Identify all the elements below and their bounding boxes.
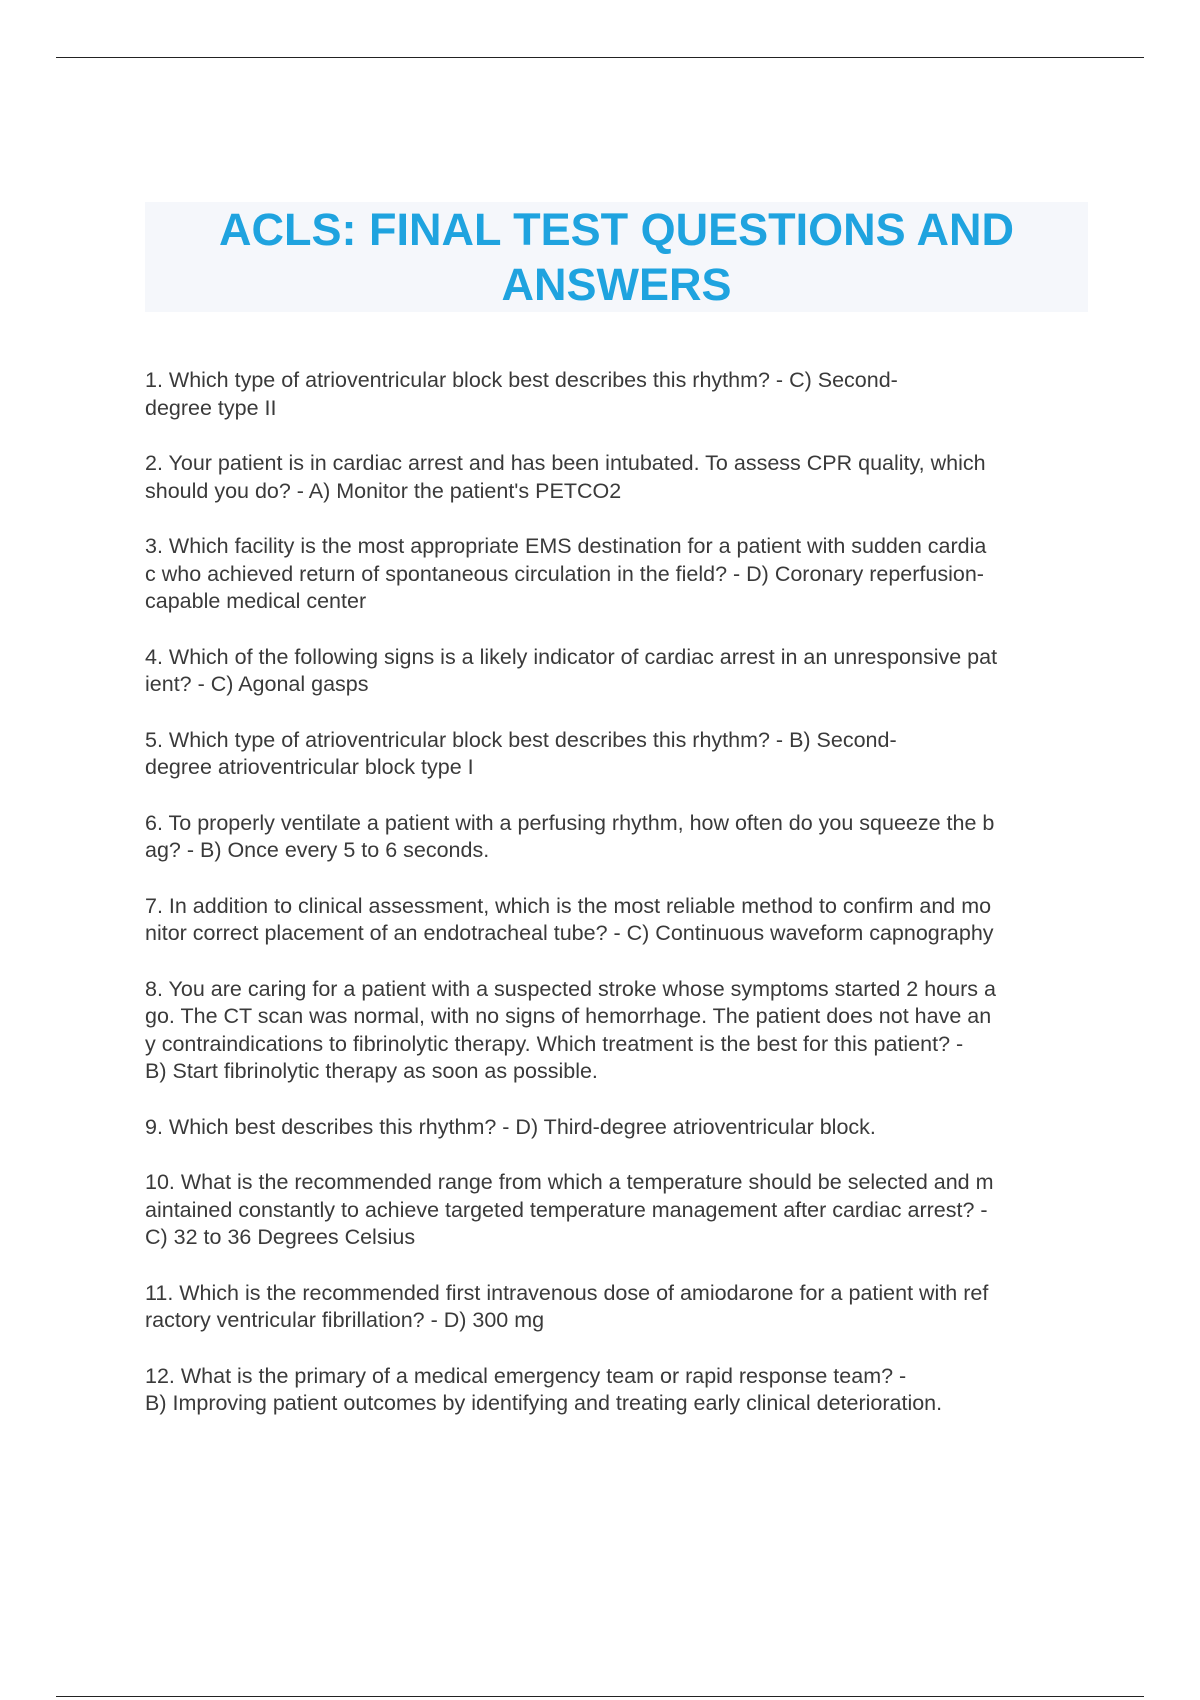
qa-item-3: 3. Which facility is the most appropriate EMS destination for a patient with sudden cardia c who achieved return of spontaneous circulation in the field? - D) Coronary reperfusion- capable medical center	[145, 534, 987, 613]
qa-item-9: 9. Which best describes this rhythm? - D) Third-degree atrioventricular block.	[145, 1114, 876, 1139]
top-rule	[56, 57, 1144, 58]
bottom-rule	[56, 1696, 1144, 1697]
page-title: ACLS: FINAL TEST QUESTIONS AND ANSWERS	[218, 204, 1014, 310]
qa-item-2: 2. Your patient is in cardiac arrest and has been intubated. To assess CPR quality, which should you do? - A) Monitor the patient's PETCO2	[145, 451, 986, 503]
qa-item-11: 11. Which is the recommended first intravenous dose of amiodarone for a patient with ref ractory ventricular fibrillation? - D) 300 mg	[145, 1280, 989, 1332]
qa-item-10: 10. What is the recommended range from which a temperature should be selected and m aintained constantly to achieve targeted temperature management after cardiac arrest? - C) 32 to 36 Degrees Celsius	[145, 1170, 994, 1249]
qa-item-5: 5. Which type of atrioventricular block best describes this rhythm? - B) Second- degree atrioventricular block type I	[145, 727, 897, 779]
qa-item-4: 4. Which of the following signs is a likely indicator of cardiac arrest in an unresponsive pat ient? - C) Agonal gasps	[145, 644, 998, 696]
qa-item-8: 8. You are caring for a patient with a suspected stroke whose symptoms started 2 hours a go. The CT scan was normal, with no signs of hemorrhage. The patient does not have an y contraindications to fibrinolytic therapy. Which treatment is the best for this patient? - B) Start fibrinolytic therapy as soon as possible.	[145, 976, 996, 1083]
qa-item-12: 12. What is the primary of a medical emergency team or rapid response team? - B) Improving patient outcomes by identifying and treating early clinical deterioration.	[145, 1363, 943, 1415]
qa-item-6: 6. To properly ventilate a patient with a perfusing rhythm, how often do you squeeze the b ag? - B) Once every 5 to 6 seconds.	[145, 810, 995, 862]
title-banner	[145, 202, 1088, 312]
qa-item-7: 7. In addition to clinical assessment, which is the most reliable method to confirm and mo nitor correct placement of an endotracheal tube? - C) Continuous waveform capnography	[145, 893, 994, 945]
qa-item-1: 1. Which type of atrioventricular block best describes this rhythm? - C) Second- degree type II	[145, 368, 898, 420]
question-answer-list	[145, 367, 1095, 1446]
